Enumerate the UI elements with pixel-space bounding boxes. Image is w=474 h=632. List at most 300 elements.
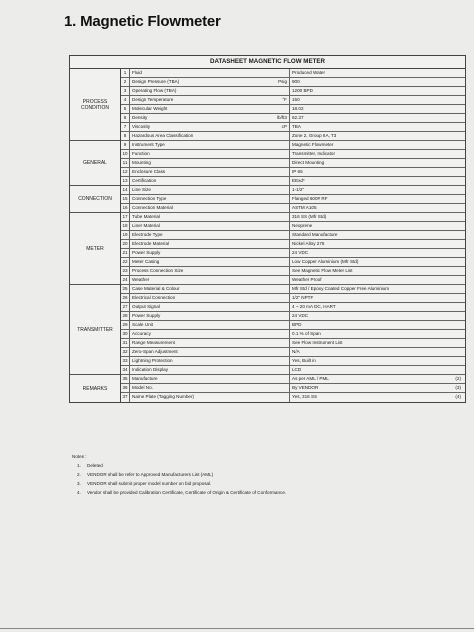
- parameter-cell: [130, 78, 290, 86]
- group-label: TRANSMITTER: [70, 285, 120, 375]
- parameter-unit: [287, 366, 289, 374]
- rows-column: [121, 69, 465, 402]
- value-cell: [290, 348, 465, 356]
- note-ref: [461, 123, 465, 131]
- parameter-label: Zero-Span Adjustment: [132, 349, 178, 354]
- value-cell: [290, 321, 465, 329]
- page-edge-line: [0, 628, 474, 629]
- value-text: Mfr Std / Epoxy Coated Copper Free Aluminium: [292, 286, 390, 291]
- value-text: By VENDOR: [292, 385, 319, 390]
- parameter-cell: [130, 150, 290, 158]
- value-text: Flanged 600# RF: [292, 196, 328, 201]
- note-ref: [461, 303, 465, 311]
- row-number: 9: [121, 141, 130, 149]
- parameter-cell: [130, 357, 290, 365]
- parameter-unit: [287, 321, 289, 329]
- note-ref: [461, 312, 465, 320]
- parameter-unit: [287, 186, 289, 194]
- note-ref: (4): [455, 394, 461, 399]
- note-item: [69, 461, 464, 470]
- table-row: [121, 357, 465, 366]
- value-text: IP 65: [292, 169, 303, 174]
- value-cell: [290, 240, 465, 248]
- row-number: 17: [121, 213, 130, 221]
- parameter-cell: [130, 114, 290, 122]
- parameter-unit: [287, 339, 289, 347]
- parameter-cell: [130, 177, 290, 185]
- row-number: 19: [121, 231, 130, 239]
- parameter-cell: [130, 96, 290, 104]
- value-text: EExd*: [292, 178, 305, 183]
- note-ref: [461, 249, 465, 257]
- table-row: [121, 249, 465, 258]
- parameter-cell: [130, 393, 290, 402]
- parameter-label: Model No.: [132, 385, 153, 390]
- parameter-cell: [130, 267, 290, 275]
- value-cell: [290, 303, 465, 311]
- parameter-cell: [130, 132, 290, 140]
- group-label: PROCESS CONDITION: [70, 69, 120, 141]
- row-number: 34: [121, 366, 130, 374]
- note-ref: [461, 78, 465, 86]
- value-cell: [290, 204, 465, 212]
- table-row: [121, 240, 465, 249]
- parameter-label: Line Size: [132, 187, 151, 192]
- parameter-cell: [130, 186, 290, 194]
- parameter-label: Scale Unit: [132, 322, 153, 327]
- note-ref: [461, 141, 465, 149]
- value-cell: [290, 123, 465, 131]
- parameter-unit: [287, 384, 289, 392]
- table-row: [121, 384, 465, 393]
- parameter-label: Lightning Protection: [132, 358, 173, 363]
- parameter-cell: [130, 69, 290, 77]
- table-row: [121, 132, 465, 141]
- parameter-cell: [130, 231, 290, 239]
- value-text: 1/2" NPTF: [292, 295, 314, 300]
- parameter-cell: [130, 276, 290, 284]
- table-row: [121, 222, 465, 231]
- parameter-label: Process Connection Size: [132, 268, 184, 273]
- parameter-label: Output Signal: [132, 304, 160, 309]
- value-cell: [290, 69, 465, 77]
- value-text: 24 VDC: [292, 250, 309, 255]
- value-text: Weather Proof: [292, 277, 322, 282]
- table-row: [121, 321, 465, 330]
- parameter-label: Design Pressure (TBA): [132, 79, 180, 84]
- parameter-cell: [130, 258, 290, 266]
- parameter-cell: [130, 330, 290, 338]
- row-number: 32: [121, 348, 130, 356]
- value-text: As per AML / PML: [292, 376, 329, 381]
- parameter-unit: [287, 285, 289, 293]
- table-row: [121, 303, 465, 312]
- value-cell: [290, 87, 465, 95]
- note-ref: [461, 366, 465, 374]
- parameter-cell: [130, 222, 290, 230]
- parameter-label: Power Supply: [132, 313, 161, 318]
- value-cell: [290, 195, 465, 203]
- note-ref: [461, 357, 465, 365]
- note-ref: [461, 87, 465, 95]
- value-text: 62.37: [292, 115, 304, 120]
- value-cell: [290, 276, 465, 284]
- table-row: [121, 213, 465, 222]
- value-cell: [290, 249, 465, 257]
- note-ref: (2): [455, 376, 461, 381]
- parameter-cell: [130, 303, 290, 311]
- table-row: [121, 375, 465, 384]
- value-cell: [290, 267, 465, 275]
- row-number: 20: [121, 240, 130, 248]
- parameter-unit: [287, 231, 289, 239]
- parameter-cell: [130, 312, 290, 320]
- parameter-label: Weather: [132, 277, 150, 282]
- row-number: 22: [121, 258, 130, 266]
- parameter-unit: [287, 348, 289, 356]
- parameter-label: Tube Material: [132, 214, 160, 219]
- value-cell: [290, 366, 465, 374]
- parameter-cell: [130, 141, 290, 149]
- note-ref: [461, 258, 465, 266]
- value-text: 4 ~ 20 mA DC, HART: [292, 304, 336, 309]
- value-text: LCD: [292, 367, 302, 372]
- note-ref: [461, 222, 465, 230]
- table-row: [121, 105, 465, 114]
- value-text: See Flow Instrument List: [292, 340, 343, 345]
- note-ref: [461, 150, 465, 158]
- parameter-unit: [287, 222, 289, 230]
- parameter-unit: [287, 375, 289, 383]
- note-ref: [461, 267, 465, 275]
- group-label: REMARKS: [82, 385, 108, 392]
- note-ref: [461, 159, 465, 167]
- row-number: 8: [121, 132, 130, 140]
- table-row: [121, 87, 465, 96]
- parameter-cell: [130, 285, 290, 293]
- value-text: 150: [292, 97, 300, 102]
- parameter-cell: [130, 123, 290, 131]
- parameter-label: Fluid: [132, 70, 142, 75]
- parameter-unit: [287, 195, 289, 203]
- value-text: Produced Water: [292, 70, 326, 75]
- value-cell: [290, 312, 465, 320]
- row-number: 30: [121, 330, 130, 338]
- parameter-label: Manufacture: [132, 376, 158, 381]
- parameter-unit: cP: [281, 124, 287, 129]
- note-text: Vendor shall be provided Calibration Certificate, Certificate of Origin & Certificate of Conformance.: [87, 490, 287, 495]
- table-row: [121, 258, 465, 267]
- note-ref: [461, 321, 465, 329]
- parameter-unit: [287, 159, 289, 167]
- row-number: 18: [121, 222, 130, 230]
- value-text: BPD: [292, 322, 302, 327]
- row-number: 12: [121, 168, 130, 176]
- note-ref: [461, 339, 465, 347]
- note-ref: [461, 285, 465, 293]
- value-cell: [290, 330, 465, 338]
- row-number: 14: [121, 186, 130, 194]
- parameter-label: Electrical Connection: [132, 295, 176, 300]
- note-ref: [461, 276, 465, 284]
- datasheet-title: DATASHEET MAGNETIC FLOW METER: [70, 56, 465, 69]
- table-row: [121, 69, 465, 78]
- value-cell: [290, 114, 465, 122]
- note-ref: [461, 177, 465, 185]
- row-number: 33: [121, 357, 130, 365]
- parameter-unit: [287, 150, 289, 158]
- note-ref: [461, 69, 465, 77]
- note-ref: [461, 96, 465, 104]
- value-cell: [290, 150, 465, 158]
- notes-section: [69, 452, 464, 497]
- note-ref: [461, 168, 465, 176]
- row-number: 26: [121, 294, 130, 302]
- value-text: Magnetic Flowmeter: [292, 142, 334, 147]
- note-number: 1.: [77, 463, 81, 468]
- note-item: [69, 470, 464, 479]
- parameter-cell: [130, 375, 290, 383]
- parameter-cell: [130, 168, 290, 176]
- parameter-label: Name Plate (Tagging Number): [132, 394, 195, 399]
- parameter-label: Certification: [132, 178, 157, 183]
- parameter-label: Density: [132, 115, 148, 120]
- value-text: Nickel Alloy 276: [292, 241, 325, 246]
- note-ref: [461, 114, 465, 122]
- parameter-unit: [287, 204, 289, 212]
- parameter-unit: [287, 105, 289, 113]
- table-row: [121, 366, 465, 375]
- parameter-unit: [287, 240, 289, 248]
- note-item: [69, 488, 464, 497]
- value-text: 1200 BPD: [292, 88, 313, 93]
- table-row: [121, 348, 465, 357]
- parameter-label: Power Supply: [132, 250, 161, 255]
- parameter-cell: [130, 348, 290, 356]
- value-text: Neoprene: [292, 223, 313, 228]
- row-number: 31: [121, 339, 130, 347]
- parameter-label: Design Temperature: [132, 97, 174, 102]
- value-text: 316 SS (Mfr Std): [292, 214, 327, 219]
- note-ref: [461, 213, 465, 221]
- note-item: [69, 479, 464, 488]
- parameter-label: Electrode Material: [132, 241, 170, 246]
- parameter-cell: [130, 339, 290, 347]
- note-ref: [461, 186, 465, 194]
- value-text: Zone 2, Group IIA, T3: [292, 133, 337, 138]
- row-number: 24: [121, 276, 130, 284]
- table-row: [121, 96, 465, 105]
- datasheet-table: [69, 55, 466, 403]
- notes-heading: Notes :: [72, 454, 87, 459]
- parameter-unit: Psig: [278, 79, 287, 84]
- value-cell: [290, 141, 465, 149]
- row-number: 4: [121, 96, 130, 104]
- value-cell: [290, 105, 465, 113]
- parameter-label: Case Material & Colour: [132, 286, 180, 291]
- row-number: 23: [121, 267, 130, 275]
- parameter-unit: [287, 258, 289, 266]
- row-number: 28: [121, 312, 130, 320]
- table-row: [121, 141, 465, 150]
- value-cell: [290, 177, 465, 185]
- parameter-label: Function: [132, 151, 150, 156]
- note-number: 3.: [77, 481, 81, 486]
- datasheet-grid: [70, 69, 465, 402]
- parameter-label: Accuracy: [132, 331, 151, 336]
- group-column: [70, 69, 121, 402]
- note-ref: [461, 204, 465, 212]
- parameter-cell: [130, 105, 290, 113]
- parameter-cell: [130, 159, 290, 167]
- parameter-label: Molecular Weight: [132, 106, 168, 111]
- row-number: 7: [121, 123, 130, 131]
- value-cell: [290, 393, 465, 402]
- value-cell: [290, 159, 465, 167]
- table-row: [121, 231, 465, 240]
- parameter-cell: [130, 213, 290, 221]
- parameter-cell: [130, 321, 290, 329]
- row-number: 13: [121, 177, 130, 185]
- value-cell: [290, 258, 465, 266]
- value-cell: [290, 132, 465, 140]
- parameter-unit: [287, 213, 289, 221]
- value-cell: [290, 186, 465, 194]
- value-text: Low Copper Aluminium (Mfr Std): [292, 259, 359, 264]
- value-text: Yes, 316 SS: [292, 394, 318, 399]
- parameter-unit: [287, 168, 289, 176]
- parameter-cell: [130, 384, 290, 392]
- table-row: [121, 312, 465, 321]
- parameter-label: Connection Type: [132, 196, 167, 201]
- table-row: [121, 186, 465, 195]
- row-number: 11: [121, 159, 130, 167]
- note-ref: [461, 231, 465, 239]
- note-ref: [461, 294, 465, 302]
- parameter-label: Enclosure Class: [132, 169, 166, 174]
- value-text: 24 VDC: [292, 313, 309, 318]
- table-row: [121, 339, 465, 348]
- table-row: [121, 159, 465, 168]
- parameter-unit: [287, 294, 289, 302]
- row-number: 21: [121, 249, 130, 257]
- page-heading: 1. Magnetic Flowmeter: [64, 13, 221, 30]
- parameter-unit: °F: [282, 97, 287, 102]
- value-cell: [290, 384, 465, 392]
- parameter-label: Viscosity: [132, 124, 151, 129]
- row-number: 16: [121, 204, 130, 212]
- value-text: 0.1 % of Span: [292, 331, 321, 336]
- value-text: 900: [292, 79, 300, 84]
- parameter-unit: [287, 69, 289, 77]
- note-number: 4.: [77, 490, 81, 495]
- table-row: [121, 276, 465, 285]
- parameter-cell: [130, 87, 290, 95]
- table-row: [121, 150, 465, 159]
- parameter-unit: [287, 312, 289, 320]
- row-number: 29: [121, 321, 130, 329]
- value-cell: [290, 294, 465, 302]
- row-number: 36: [121, 384, 130, 392]
- table-row: [121, 267, 465, 276]
- parameter-label: Instrument Type: [132, 142, 165, 147]
- table-row: [121, 204, 465, 213]
- value-text: 1-1/2": [292, 187, 305, 192]
- value-cell: [290, 375, 465, 383]
- value-text: Direct Mounting: [292, 160, 325, 165]
- row-number: 15: [121, 195, 130, 203]
- table-row: [121, 114, 465, 123]
- row-number: 6: [121, 114, 130, 122]
- parameter-label: Hazardous Area Classification: [132, 133, 194, 138]
- note-ref: (3): [455, 385, 461, 390]
- note-ref: [461, 330, 465, 338]
- parameter-unit: [287, 267, 289, 275]
- parameter-label: Operating Flow (TBA): [132, 88, 177, 93]
- table-row: [121, 168, 465, 177]
- table-row: [121, 330, 465, 339]
- table-row: [121, 294, 465, 303]
- parameter-label: Mounting: [132, 160, 151, 165]
- note-number: 2.: [77, 472, 81, 477]
- note-text: Deleted: [87, 463, 103, 468]
- parameter-unit: [287, 177, 289, 185]
- value-cell: [290, 357, 465, 365]
- value-cell: [290, 168, 465, 176]
- row-number: 35: [121, 375, 130, 383]
- row-number: 37: [121, 393, 130, 402]
- parameter-cell: [130, 195, 290, 203]
- table-row: [121, 78, 465, 87]
- table-row: [121, 123, 465, 132]
- group-label: GENERAL: [70, 141, 120, 186]
- row-number: 2: [121, 78, 130, 86]
- row-number: 1: [121, 69, 130, 77]
- note-ref: [461, 348, 465, 356]
- row-number: 3: [121, 87, 130, 95]
- value-cell: [290, 231, 465, 239]
- value-text: Transmitter, Indicator: [292, 151, 335, 156]
- parameter-label: Electrode Type: [132, 232, 163, 237]
- table-row: [121, 393, 465, 402]
- parameter-cell: [130, 204, 290, 212]
- parameter-unit: [287, 141, 289, 149]
- row-number: 27: [121, 303, 130, 311]
- table-row: [121, 177, 465, 186]
- row-number: 10: [121, 150, 130, 158]
- group-label: METER: [70, 213, 120, 285]
- parameter-unit: [287, 303, 289, 311]
- value-text: 18.02: [292, 106, 304, 111]
- parameter-unit: [287, 357, 289, 365]
- value-text: TBA: [292, 124, 301, 129]
- note-ref: [461, 240, 465, 248]
- parameter-unit: lb/ft3: [277, 115, 287, 120]
- parameter-label: Range Measurement: [132, 340, 175, 345]
- parameter-label: Indication Display: [132, 367, 169, 372]
- row-number: 5: [121, 105, 130, 113]
- parameter-label: Liner Material: [132, 223, 160, 228]
- parameter-unit: [287, 276, 289, 284]
- note-text: VENDOR shall be refer to Approved Manufacturers List (AML): [87, 472, 214, 477]
- value-text: Standard Manufacture: [292, 232, 338, 237]
- value-cell: [290, 78, 465, 86]
- value-cell: [290, 96, 465, 104]
- notes-list: [69, 461, 464, 497]
- parameter-unit: [287, 87, 289, 95]
- value-cell: [290, 222, 465, 230]
- value-cell: [290, 339, 465, 347]
